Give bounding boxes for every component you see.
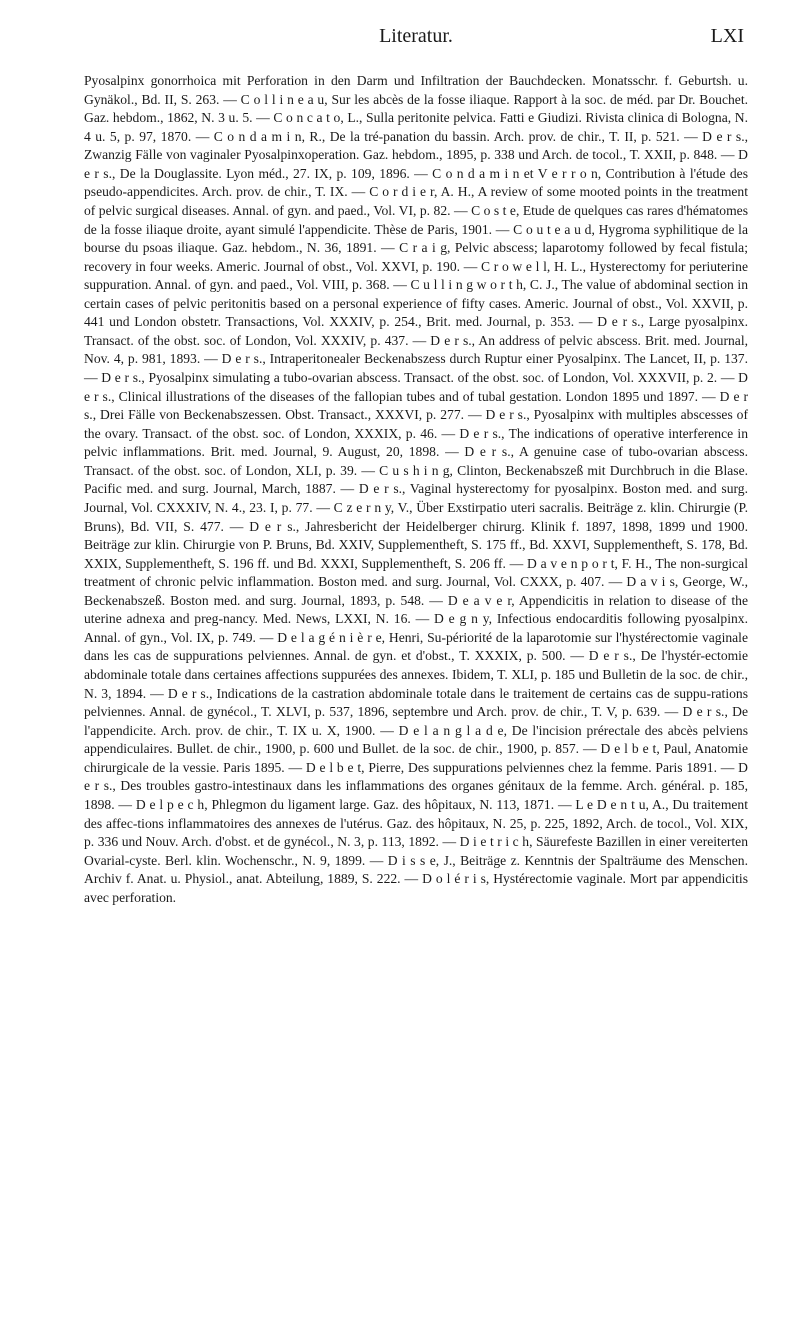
- running-title: Literatur.: [379, 25, 453, 47]
- bibliography-block: [84, 72, 748, 907]
- running-head: [88, 25, 744, 51]
- bibliography-paragraph: Pyosalpinx gonorrhoica mit Perforation in den Darm und Infiltration der Bauchdecken. Monatsschr. f. Geburtsh. u. Gynäkol., Bd. II, S. 263. — C o l l i n e a u, Sur les abcès de la fosse iliaque. Rapport à la soc. de méd. par Dr. Bouchet. Gaz. hebdom., 1862, N. 3 u. 5. — C o n c a t o, L., Sulla peritonite pelvica. Fatti e Giudizi. Rivista clinica di Bologna, N. 4 u. 5, p. 97, 1870. — C o n d a m i n, R., De la tré-panation du bassin. Arch. prov. de chir., T. II, p. 521. — D e r s., Zwanzig Fälle von vaginaler Pyosalpinxoperation. Gaz. hebdom., 1895, p. 338 und Arch. de tocol., T. XXII, p. 848. — D e r s., De la Douglassite. Lyon méd., 27. IX, p. 109, 1896. — C o n d a m i n et V e r r o n, Contribution à l'étude des pseudo-appendicites. Arch. prov. de chir., T. IX. — C o r d i e r, A. H., A review of some mooted points in the treatment of pelvic surgical diseases. Annal. of gyn. and paed., Vol. VI, p. 82. — C o s t e, Etude de quelques cas rares d'hématomes de la fosse iliaque droite, ayant simulé l'appendicite. Thèse de Paris, 1901. — C o u t e a u d, Hygroma syphilitique de la bourse du psoas iliaque. Gaz. hebdom., N. 36, 1891. — C r a i g, Pelvic abscess; laparotomy followed by fecal fistula; recovery in four weeks. Americ. Journal of obst., Vol. XXVI, p. 190. — C r o w e l l, H. L., Hysterectomy for periuterine suppuration. Annal. of gyn. and paed., Vol. VIII, p. 368. — C u l l i n g w o r t h, C. J., The value of abdominal section in certain cases of pelvic peritonitis based on a personal experience of fifty cases. Americ. Journal of obst., Vol. XXVII, p. 441 und London obstetr. Transactions, Vol. XXXIV, p. 254., Brit. med. Journal, p. 353. — D e r s., Large pyosalpinx. Transact. of the obst. soc. of London, Vol. XXXIV, p. 437. — D e r s., An address of pelvic abscess. Brit. med. Journal, Nov. 4, p. 981, 1893. — D e r s., Intraperitonealer Beckenabszess durch Ruptur einer Pyosalpinx. The Lancet, II, p. 137. — D e r s., Pyosalpinx simulating a tubo-ovarian abscess. Transact. of the obst. soc. of London, Vol. XXXVII, p. 2. — D e r s., Clinical illustrations of the diseases of the fallopian tubes and of tubal gestation. London 1895 und 1897. — D e r s., Drei Fälle von Beckenabszessen. Obst. Transact., XXXVI, p. 277. — D e r s., Pyosalpinx with multiples abscesses of the ovary. Transact. of the obst. soc. of London, XXXIX, p. 46. — D e r s., The indications of operative interference in pelvic inflammations. Brit. med. Journal, 9. August, 20, 1898. — D e r s., A genuine case of tubo-ovarian abscess. Transact. of the obst. soc. of London, XLI, p. 39. — C u s h i n g, Clinton, Beckenabszeß mit Durchbruch in die Blase. Pacific med. and surg. Journal, March, 1887. — D e r s., Vaginal hysterectomy for pyosalpinx. Boston med. and surg. Journal, Vol. CXXXIV, N. 4., 23. I, p. 77. — C z e r n y, V., Über Exstirpatio uteri sacralis. Beiträge z. klin. Chirurgie (P. Bruns), Bd. VII, S. 477. — D e r s., Jahresbericht der Heidelberger chirurg. Klinik f. 1897, 1898, 1899 und 1900. Beiträge zur klin. Chirurgie von P. Bruns, Bd. XXIV, Supplementheft, S. 175 ff., Bd. XXVI, Supplementheft, S. 178, Bd. XXIX, Supplementheft, S. 196 ff. und Bd. XXXI, Supplementheft, S. 206 ff. — D a v e n p o r t, F. H., The non-surgical treatment of chronic pelvic inflammation. Boston med. and surg. Journal, Vol. CXXX, p. 407. — D a v i s, George, W., Beckenabszeß. Boston med. and surg. Journal, 1893, p. 548. — D e a v e r, Appendicitis in relation to disease of the uterine adnexa and preg-nancy. Med. News, LXXI, N. 16. — D e g n y, Infectious endocarditis following pyosalpinx. Annal. of gyn., Vol. IX, p. 749. — D e l a g é n i è r e, Henri, Su-périorité de la laparotomie sur l'hystérectomie vaginale dans les cas de suppurations pelviennes. Annal. de gyn. et d'obst., T. XXXIX, p. 500. — D e r s., De l'hystér-ectomie abdominale totale dans certaines affections suppurées des annexes. Ibidem, T. XLI, p. 185 und Bulletin de la soc. de chir., N. 3, 1894. — D e r s., Indications de la castration abdominale totale dans le traitement de certains cas de suppu-rations pelviennes. Annal. de gynécol., T. XLVI, p. 537, 1896, septembre und Arch. prov. de chir., T. V, p. 639. — D e r s., De l'appendicite. Arch. prov. de chir., T. IX u. X, 1900. — D e l a n g l a d e, De l'incision prérectale des abcès pelviens appendiculaires. Bullet. de chir., 1900, p. 600 und Bullet. de la soc. de chir., 1900, p. 857. — D e l b e t, Paul, Anatomie chirurgicale de la vessie. Paris 1895. — D e l b e t, Pierre, Des suppurations pelviennes chez la femme. Paris 1891. — D e r s., Des troubles gastro-intestinaux dans les inflammations des organes génitaux de la femme. Arch. général. p. 185, 1898. — D e l p e c h, Phlegmon du ligament large. Gaz. des hôpitaux, N. 113, 1871. — L e D e n t u, A., Du traitement des affec-tions inflammatoires des annexes de l'utérus. Gaz. des hôpitaux, N. 25, p. 225, 1892, Arch. de tocol., Vol. XIX, p. 336 und Nouv. Arch. d'obst. et de gynécol., N. 3, p. 113, 1892. — D i e t r i c h, Säurefeste Bazillen in einer vereiterten Ovarial-cyste. Berl. klin. Wochenschr., N. 9, 1899. — D i s s e, J., Beiträge z. Kenntnis der Spalträume des Menschen. Archiv f. Anat. u. Physiol., anat. Abteilung, 1889, S. 222. — D o l é r i s, Hystérectomie vaginale. Mort par appendicitis avec perforation.: [84, 73, 748, 905]
- page-number: LXI: [710, 25, 744, 47]
